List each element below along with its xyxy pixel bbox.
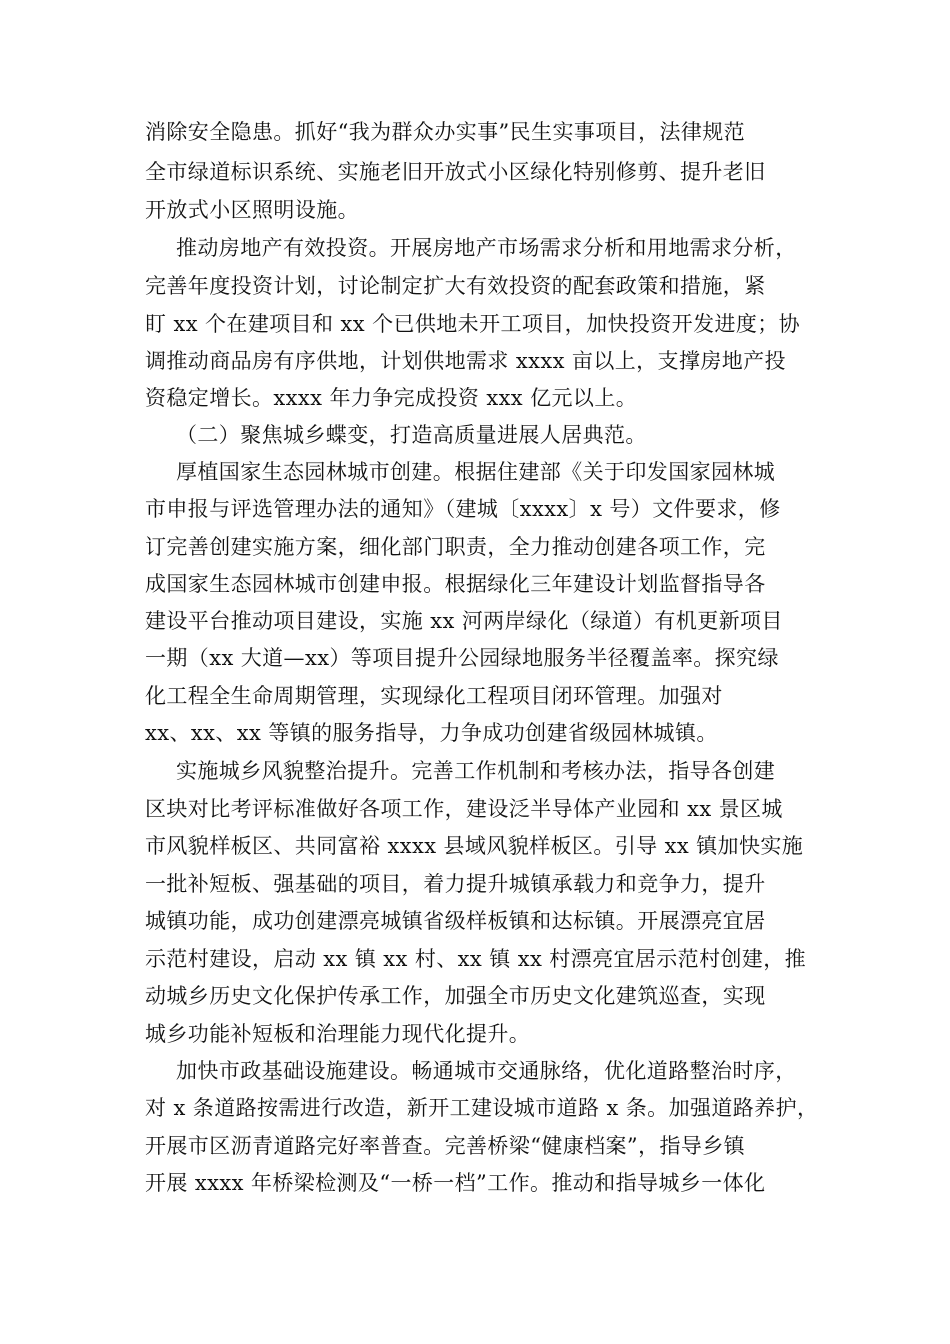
- text-line: 区块对比考评标准做好各项工作，建设泛半导体产业园和 xx 景区城: [145, 797, 783, 821]
- text-line: 开放式小区照明设施。: [145, 198, 359, 222]
- section-heading: （二）聚焦城乡蝶变，打造高质量进展人居典范。: [176, 423, 647, 447]
- text-line: 调推动商品房有序供地，计划供地需求 xxxx 亩以上，支撑房地产投: [145, 349, 786, 373]
- paragraph-first-line: 推动房地产有效投资。开展房地产市场需求分析和用地需求分析，: [176, 236, 797, 260]
- text-line: 消除安全隐患。抓好“我为群众办实事”民生实事项目，法律规范: [145, 120, 746, 144]
- text-line: 开展 xxxx 年桥梁检测及“一桥一档”工作。推动和指导城乡一体化: [145, 1171, 766, 1195]
- text-line: 全市绿道标识系统、实施老旧开放式小区绿化特别修剪、提升老旧: [145, 160, 766, 184]
- text-line: 一批补短板、强基础的项目，着力提升城镇承载力和竞争力，提升: [145, 872, 766, 896]
- paragraph-first-line: 加快市政基础设施建设。畅通城市交通脉络，优化道路整治时序，: [176, 1059, 797, 1083]
- text-line: 化工程全生命周期管理，实现绿化工程项目闭环管理。加强对: [145, 684, 723, 708]
- text-line: 完善年度投资计划，讨论制定扩大有效投资的配套政策和措施，紧: [145, 274, 766, 298]
- text-line: 成国家生态园林城市创建申报。根据绿化三年建设计划监督指导各: [145, 572, 766, 596]
- text-line: 建设平台推动项目建设，实施 xx 河两岸绿化（绿道）有机更新项目: [145, 609, 783, 633]
- text-line: 市申报与评选管理办法的通知》（建城〔xxxx〕x 号）文件要求，修: [145, 497, 781, 521]
- text-line: 资稳定增长。xxxx 年力争完成投资 xxx 亿元以上。: [145, 386, 638, 410]
- text-line: 订完善创建实施方案，细化部门职责，全力推动创建各项工作，完: [145, 535, 766, 559]
- text-line: 城镇功能，成功创建漂亮城镇省级样板镇和达标镇。开展漂亮宜居: [145, 909, 766, 933]
- text-line: 盯 xx 个在建项目和 xx 个已供地未开工项目，加快投资开发进度；协: [145, 312, 801, 336]
- text-line: 市风貌样板区、共同富裕 xxxx 县域风貌样板区。引导 xx 镇加快实施: [145, 834, 804, 858]
- text-line: 示范村建设，启动 xx 镇 xx 村、xx 镇 xx 村漂亮宜居示范村创建，推: [145, 947, 807, 971]
- text-line: 开展市区沥青道路完好率普查。完善桥梁“健康档案”，指导乡镇: [145, 1134, 746, 1158]
- paragraph-first-line: 厚植国家生态园林城市创建。根据住建部《关于印发国家园林城: [176, 460, 776, 484]
- text-line: 城乡功能补短板和治理能力现代化提升。: [145, 1022, 531, 1046]
- text-line: 一期（xx 大道—xx）等项目提升公园绿地服务半径覆盖率。探究绿: [145, 646, 779, 670]
- text-line: xx、xx、xx 等镇的服务指导，力争成功创建省级园林城镇。: [145, 721, 718, 745]
- text-line: 动城乡历史文化保护传承工作，加强全市历史文化建筑巡查，实现: [145, 984, 766, 1008]
- text-line: 对 x 条道路按需进行改造，新开工建设城市道路 x 条。加强道路养护，: [145, 1096, 819, 1120]
- paragraph-first-line: 实施城乡风貌整治提升。完善工作机制和考核办法，指导各创建: [176, 759, 776, 783]
